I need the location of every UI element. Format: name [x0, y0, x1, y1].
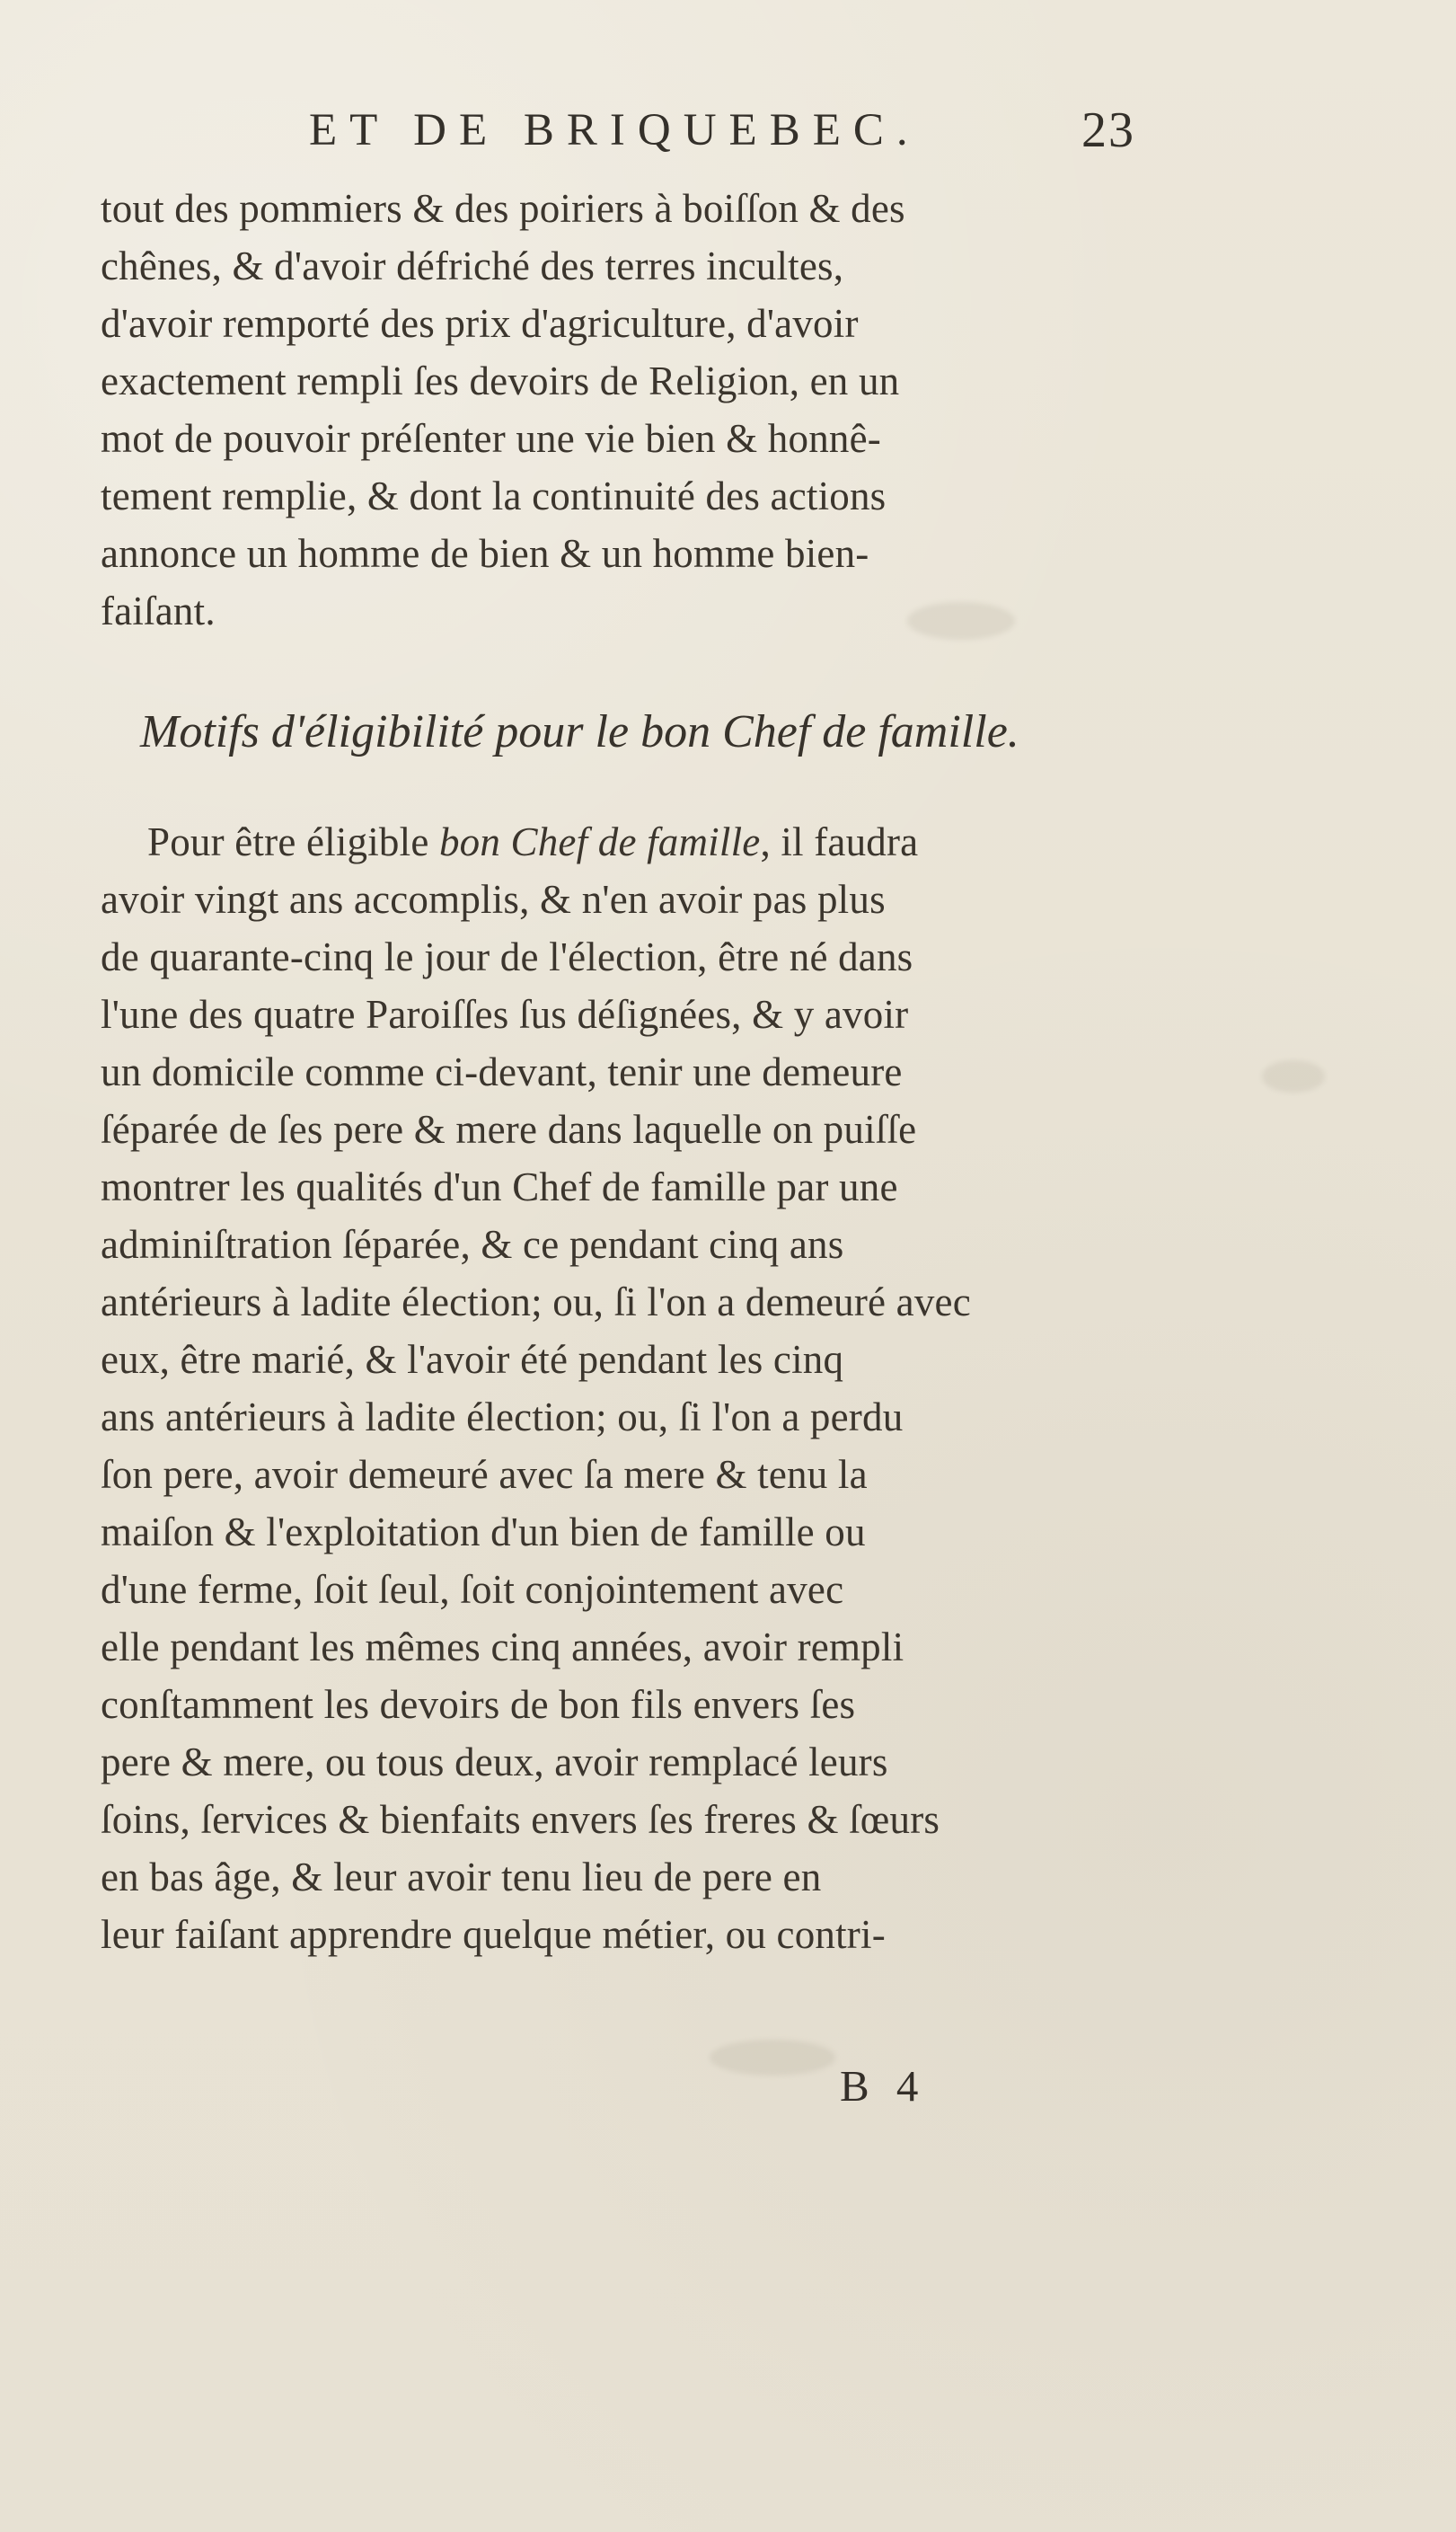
text-line: d'une ferme, ſoit ſeul, ſoit conjointement avec [101, 1567, 844, 1612]
text-line: ſéparée de ſes pere & mere dans laquelle on puiſſe [101, 1107, 917, 1152]
text-line: eux, être marié, & l'avoir été pendant les cinq [101, 1337, 844, 1382]
italic-phrase: bon Chef de famille [438, 819, 761, 864]
text-line: exactement rempli ſes devoirs de Religion, en un [101, 359, 900, 403]
text-line: leur faiſant apprendre quelque métier, ou contri- [101, 1912, 886, 1957]
text-line: ans antérieurs à ladite élection; ou, ſi l'on a perdu [101, 1394, 904, 1439]
text-line: antérieurs à ladite élection; ou, ſi l'on a demeuré avec [101, 1279, 971, 1324]
paper-stain [1262, 1060, 1325, 1093]
text-line: pere & mere, ou tous deux, avoir remplacé leurs [101, 1740, 888, 1784]
text-line: un domicile comme ci-devant, tenir une demeure [101, 1049, 903, 1094]
text-line [147, 813, 918, 871]
text-line: avoir vingt ans accomplis, & n'en avoir pas plus [101, 877, 886, 922]
text-line: montrer les qualités d'un Chef de famille par une [101, 1164, 898, 1209]
text-segment: Pour être éligible [147, 819, 439, 864]
text-line: chênes, & d'avoir défriché des terres incultes, [101, 243, 844, 288]
text-segment: , il faudra [760, 819, 919, 864]
text-line: adminiſtration ſéparée, & ce pendant cinq ans [101, 1222, 844, 1267]
text-line: maiſon & l'exploitation d'un bien de famille ou [101, 1509, 866, 1554]
paper-stain [907, 602, 1015, 640]
text-line: elle pendant les mêmes cinq années, avoir rempli [101, 1625, 904, 1669]
text-line: annonce un homme de bien & un homme bien- [101, 531, 869, 576]
text-line: en bas âge, & leur avoir tenu lieu de pere en [101, 1855, 822, 1899]
text-line: ſon pere, avoir demeuré avec ſa mere & tenu la [101, 1452, 868, 1497]
text-line: d'avoir remporté des prix d'agriculture, d'avoir [101, 301, 859, 346]
text-line: ſoins, ſervices & bienfaits envers ſes freres & ſœurs [101, 1797, 940, 1842]
text-line: tout des pommiers & des poiriers à boiſſon & des [101, 186, 905, 231]
signature-mark: B 4 [840, 2061, 927, 2111]
text-line: tement remplie, & dont la continuité des actions [101, 474, 887, 518]
running-title: ET DE BRIQUEBEC. [309, 105, 921, 155]
running-head [309, 99, 1135, 162]
text-line: faiſant. [101, 589, 216, 633]
text-line: mot de pouvoir préſenter une vie bien & honnê- [101, 416, 881, 461]
text-line: de quarante-cinq le jour de l'élection, être né dans [101, 934, 913, 979]
text-line: conſtamment les devoirs de bon fils envers ſes [101, 1682, 856, 1727]
page-number: 23 [1081, 102, 1135, 158]
paper-stain [710, 2040, 835, 2076]
text-line: l'une des quatre Paroiſſes ſus déſignées, & y avoir [101, 992, 909, 1037]
section-heading: Motifs d'éligibilité pour le bon Chef de famille. [140, 706, 1019, 757]
